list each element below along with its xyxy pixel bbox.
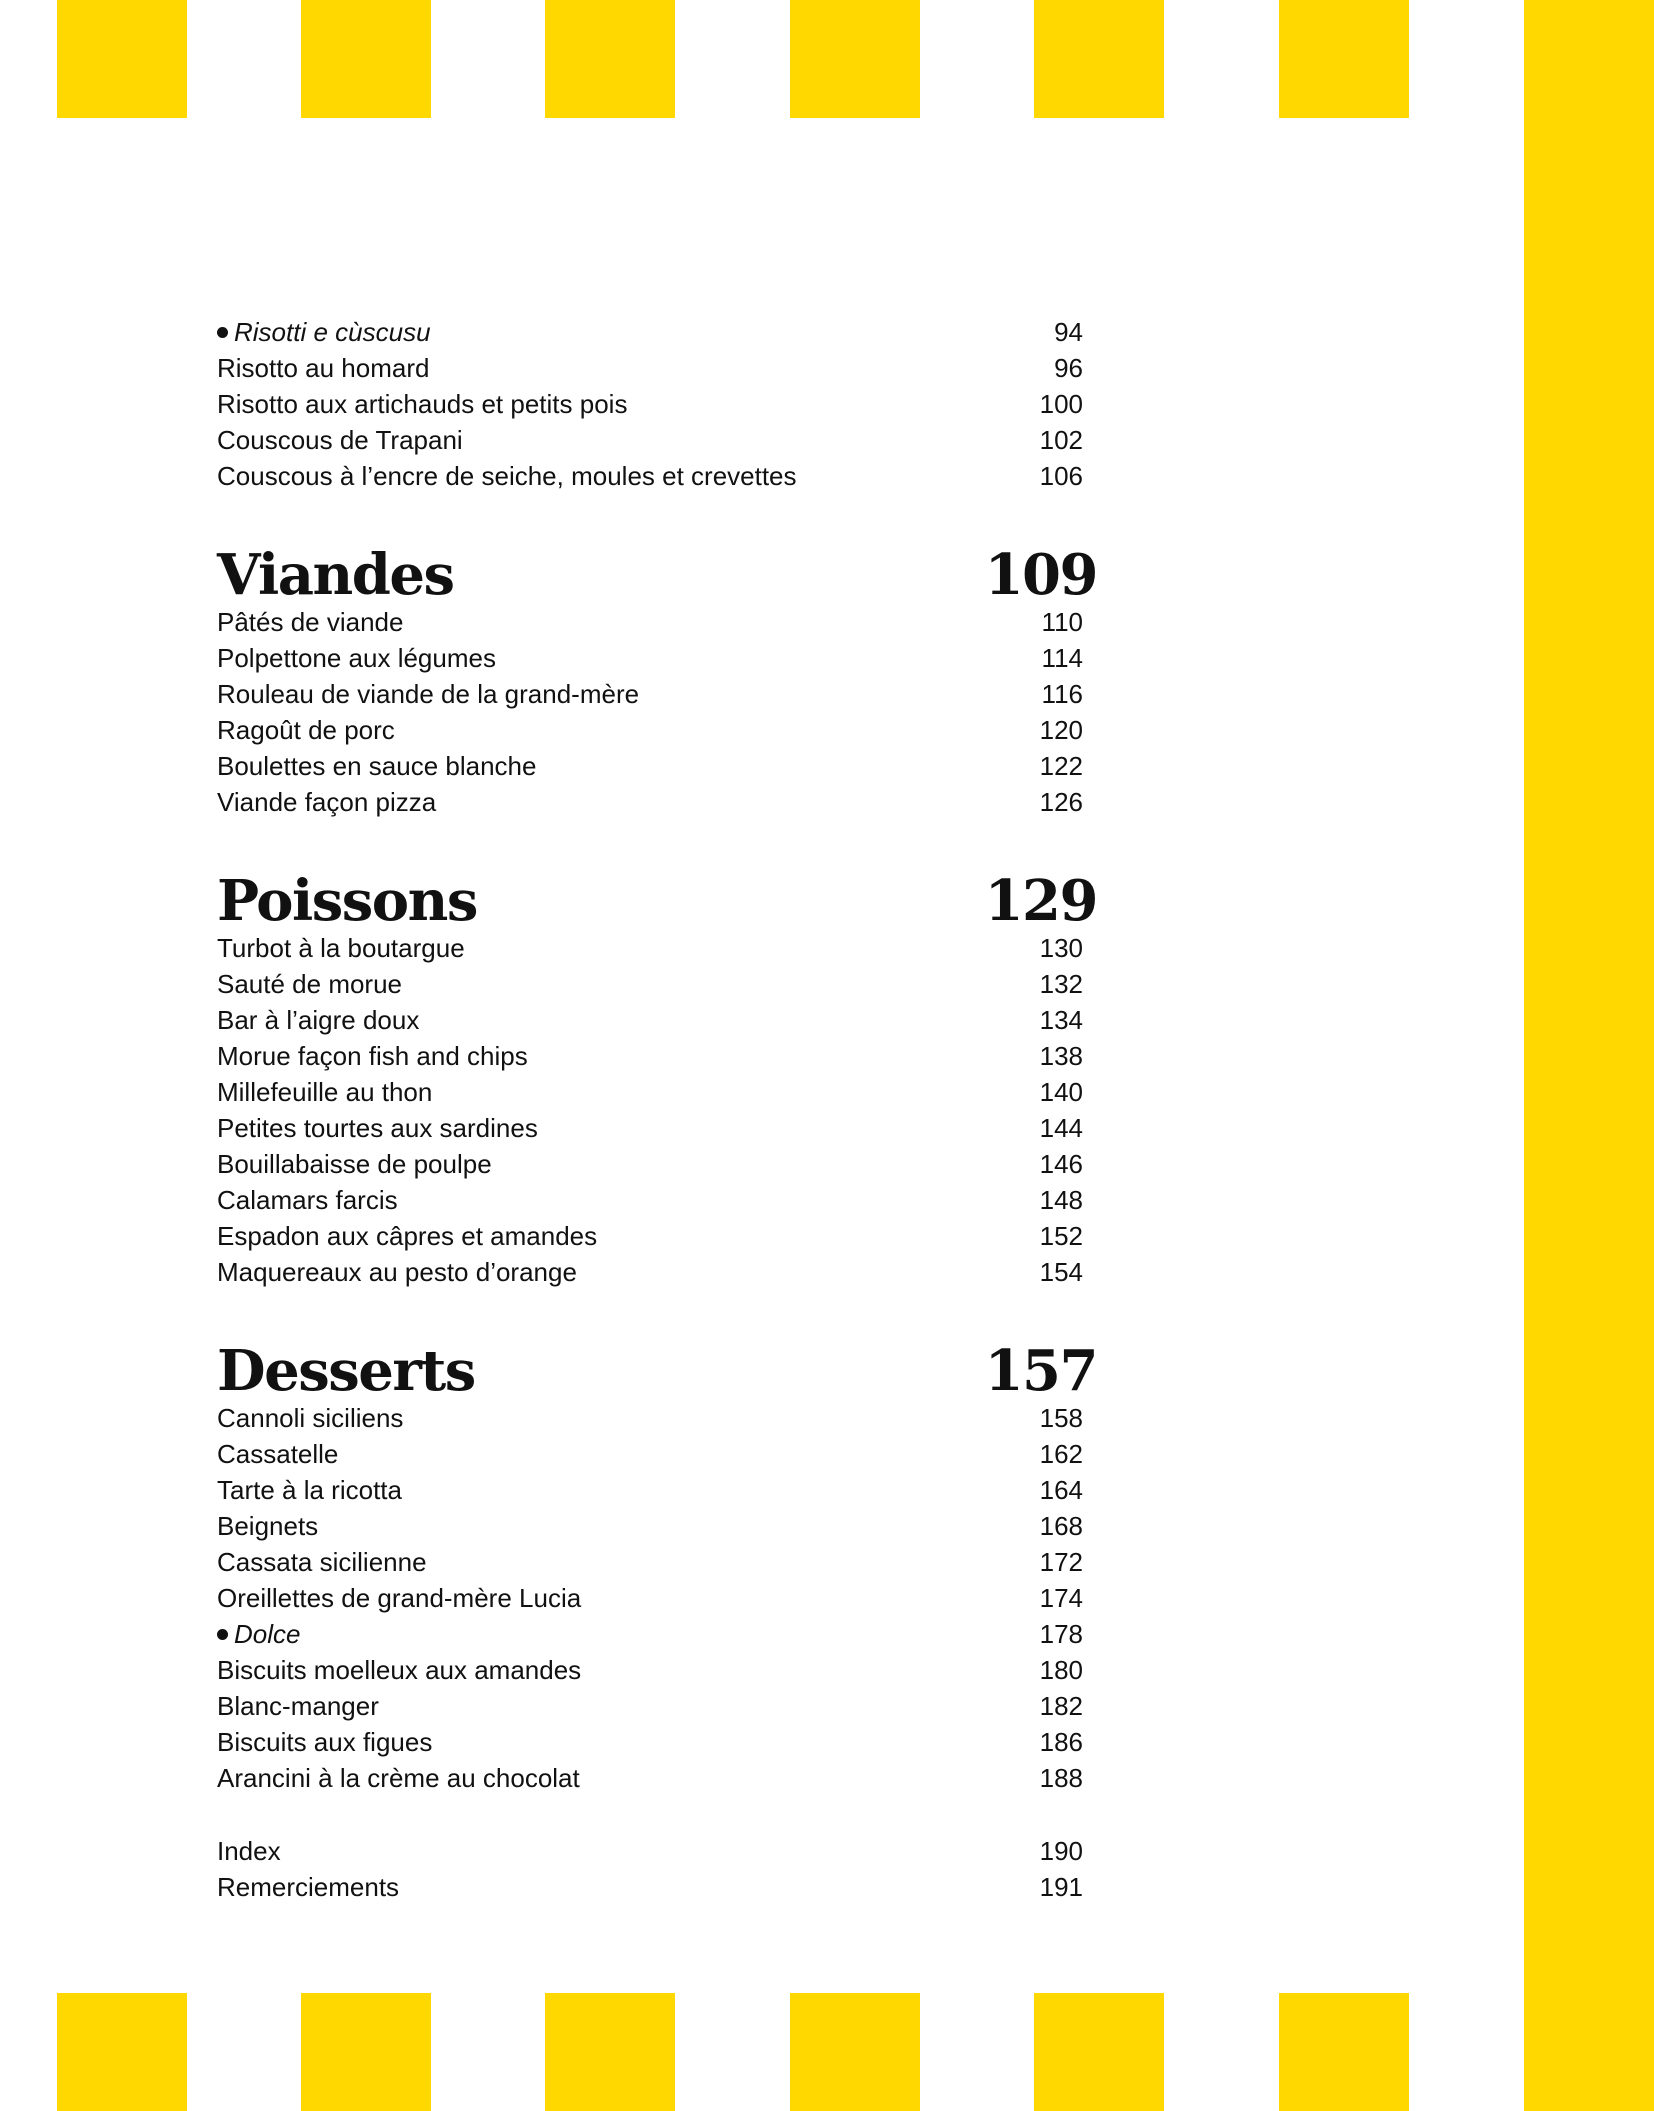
entry-label: Polpettone aux légumes <box>217 643 496 673</box>
toc-entry[interactable] <box>217 1254 1097 1290</box>
decorative-stripe <box>301 0 431 118</box>
entry-page-number: 126 <box>1039 787 1083 817</box>
entry-label-wrap <box>217 1833 281 1869</box>
entry-page-number: 180 <box>1039 1655 1083 1685</box>
entry-page-number: 102 <box>1039 425 1083 455</box>
entry-page-number: 132 <box>1039 969 1083 999</box>
entry-page-number: 154 <box>1039 1257 1083 1287</box>
entry-label-wrap <box>217 1254 577 1290</box>
entry-page-number: 122 <box>1039 751 1083 781</box>
entry-page-number: 152 <box>1039 1221 1083 1251</box>
section-heading <box>217 868 1097 934</box>
bullet-icon <box>217 327 228 338</box>
entry-label: Rouleau de viande de la grand-mère <box>217 679 640 709</box>
entry-label-wrap <box>217 386 627 422</box>
side-color-band <box>1524 0 1654 2111</box>
entry-page-number: 144 <box>1039 1113 1083 1143</box>
entry-label: Couscous de Trapani <box>217 425 463 455</box>
entry-label-wrap <box>217 1182 398 1218</box>
entry-page-number: 134 <box>1039 1005 1083 1035</box>
section-title: Viandes <box>217 542 454 608</box>
entry-label-wrap <box>217 1580 581 1616</box>
entry-label: Cassatelle <box>217 1439 339 1469</box>
entry-label-wrap <box>217 784 436 820</box>
entry-page-number: 120 <box>1039 715 1083 745</box>
entry-page-number: 140 <box>1039 1077 1083 1107</box>
entry-label: Ragoût de porc <box>217 715 395 745</box>
toc-entry[interactable] <box>217 1074 1097 1110</box>
decorative-stripe <box>57 1993 187 2111</box>
entry-page-number: 158 <box>1039 1403 1083 1433</box>
entry-label: Pâtés de viande <box>217 607 404 637</box>
toc-entry[interactable] <box>217 350 1097 386</box>
entry-page-number: 110 <box>1041 607 1083 637</box>
entry-label-wrap <box>217 1436 338 1472</box>
entry-label: Couscous à l’encre de seiche, moules et crevettes <box>217 461 797 491</box>
entry-label: Boulettes en sauce blanche <box>217 751 537 781</box>
entry-label-wrap <box>217 930 465 966</box>
entry-label-wrap <box>217 1218 597 1254</box>
entry-label-wrap <box>217 350 429 386</box>
decorative-stripe <box>301 1993 431 2111</box>
section-page-number: 129 <box>984 868 1097 934</box>
toc-entry[interactable] <box>217 1472 1097 1508</box>
entry-page-number: 178 <box>1039 1619 1083 1649</box>
entry-label-wrap <box>217 1688 379 1724</box>
entry-page-number: 130 <box>1039 933 1083 963</box>
toc-entry[interactable] <box>217 1688 1097 1724</box>
entry-label: Biscuits aux figues <box>217 1727 433 1757</box>
entry-label: Dolce <box>234 1619 301 1649</box>
entry-page-number: 96 <box>1054 353 1083 383</box>
decorative-stripe <box>1034 1993 1164 2111</box>
entry-label-wrap <box>217 1002 419 1038</box>
toc-entry[interactable] <box>217 422 1097 458</box>
section-page-number: 109 <box>984 542 1097 608</box>
entry-page-number: 191 <box>1039 1872 1083 1902</box>
entry-page-number: 138 <box>1039 1041 1083 1071</box>
decorative-stripe <box>57 0 187 118</box>
entry-page-number: 174 <box>1039 1583 1083 1613</box>
toc-entry[interactable] <box>217 1652 1097 1688</box>
bullet-icon <box>217 1629 228 1640</box>
entry-label: Cannoli siciliens <box>217 1403 404 1433</box>
entry-page-number: 148 <box>1039 1185 1083 1215</box>
entry-label-wrap <box>217 1724 432 1760</box>
entry-label: Risotto au homard <box>217 353 430 383</box>
entry-label: Arancini à la crème au chocolat <box>217 1763 580 1793</box>
toc-entry[interactable] <box>217 1146 1097 1182</box>
entry-label: Turbot à la boutargue <box>217 933 465 963</box>
entry-page-number: 100 <box>1039 389 1083 419</box>
entry-label: Tarte à la ricotta <box>217 1475 402 1505</box>
toc-entry[interactable] <box>217 1110 1097 1146</box>
entry-page-number: 182 <box>1039 1691 1083 1721</box>
entry-page-number: 116 <box>1041 679 1083 709</box>
entry-page-number: 146 <box>1039 1149 1083 1179</box>
entry-label-wrap <box>217 640 496 676</box>
entry-label-wrap <box>217 314 431 350</box>
toc-entry[interactable] <box>217 930 1097 966</box>
entry-label: Maquereaux au pesto d’orange <box>217 1257 577 1287</box>
entry-label-wrap <box>217 712 395 748</box>
entry-label: Sauté de morue <box>217 969 403 999</box>
entry-label: Cassata sicilienne <box>217 1547 427 1577</box>
entry-label-wrap <box>217 1760 580 1796</box>
entry-label: Risotti e cùscusu <box>234 317 431 347</box>
toc-entry[interactable] <box>217 604 1097 640</box>
entry-page-number: 190 <box>1039 1836 1083 1866</box>
entry-page-number: 186 <box>1039 1727 1083 1757</box>
entry-label: Espadon aux câpres et amandes <box>217 1221 598 1251</box>
entry-label: Viande façon pizza <box>217 787 437 817</box>
entry-page-number: 172 <box>1039 1547 1083 1577</box>
toc-entry[interactable] <box>217 1724 1097 1760</box>
entry-page-number: 114 <box>1041 643 1083 673</box>
entry-label: Blanc-manger <box>217 1691 379 1721</box>
entry-label: Bouillabaisse de poulpe <box>217 1149 492 1179</box>
entry-page-number: 94 <box>1054 317 1083 347</box>
entry-label: Index <box>217 1836 281 1866</box>
table-of-contents <box>217 314 1097 1905</box>
entry-label-wrap <box>217 604 403 640</box>
entry-label: Remerciements <box>217 1872 400 1902</box>
subsection-entry[interactable] <box>217 314 1097 350</box>
entry-label-wrap <box>217 1146 492 1182</box>
entry-label-wrap <box>217 458 797 494</box>
toc-entry[interactable] <box>217 1508 1097 1544</box>
decorative-stripe <box>790 0 920 118</box>
entry-label: Calamars farcis <box>217 1185 398 1215</box>
entry-page-number: 188 <box>1039 1763 1083 1793</box>
section-title: Poissons <box>217 868 477 934</box>
entry-label-wrap <box>217 966 402 1002</box>
section-title: Desserts <box>217 1338 475 1404</box>
entry-label: Biscuits moelleux aux amandes <box>217 1655 582 1685</box>
decorative-stripe <box>545 0 675 118</box>
entry-label-wrap <box>217 1472 402 1508</box>
section-heading <box>217 542 1097 608</box>
section-page-number: 157 <box>984 1338 1097 1404</box>
toc-entry[interactable] <box>217 1833 1097 1869</box>
entry-label-wrap <box>217 1616 300 1652</box>
entry-label: Risotto aux artichauds et petits pois <box>217 389 628 419</box>
entry-label: Petites tourtes aux sardines <box>217 1113 538 1143</box>
entry-label-wrap <box>217 748 536 784</box>
toc-entry[interactable] <box>217 1218 1097 1254</box>
entry-label: Oreillettes de grand-mère Lucia <box>217 1583 582 1613</box>
decorative-stripe <box>1279 1993 1409 2111</box>
entry-label-wrap <box>217 422 463 458</box>
toc-entry[interactable] <box>217 1182 1097 1218</box>
decorative-stripe <box>545 1993 675 2111</box>
entry-label-wrap <box>217 1508 318 1544</box>
entry-label-wrap <box>217 1110 538 1146</box>
entry-label-wrap <box>217 1652 581 1688</box>
entry-label: Bar à l’aigre doux <box>217 1005 420 1035</box>
spacer <box>217 1796 1097 1833</box>
entry-page-number: 162 <box>1039 1439 1083 1469</box>
toc-entry[interactable] <box>217 1436 1097 1472</box>
toc-entry[interactable] <box>217 748 1097 784</box>
toc-entry[interactable] <box>217 1869 1097 1905</box>
entry-label: Beignets <box>217 1511 319 1541</box>
toc-entry[interactable] <box>217 1760 1097 1796</box>
toc-entry[interactable] <box>217 784 1097 820</box>
entry-page-number: 168 <box>1039 1511 1083 1541</box>
entry-label-wrap <box>217 1074 432 1110</box>
entry-label-wrap <box>217 1544 427 1580</box>
entry-label-wrap <box>217 1869 399 1905</box>
entry-page-number: 106 <box>1039 461 1083 491</box>
toc-entry[interactable] <box>217 1038 1097 1074</box>
entry-label: Morue façon fish and chips <box>217 1041 528 1071</box>
decorative-stripe <box>790 1993 920 2111</box>
toc-entry[interactable] <box>217 1002 1097 1038</box>
toc-entry[interactable] <box>217 712 1097 748</box>
toc-entry[interactable] <box>217 966 1097 1002</box>
toc-entry[interactable] <box>217 1400 1097 1436</box>
toc-entry[interactable] <box>217 1544 1097 1580</box>
toc-entry[interactable] <box>217 458 1097 494</box>
entry-label-wrap <box>217 676 639 712</box>
subsection-entry[interactable] <box>217 1616 1097 1652</box>
decorative-stripe <box>1034 0 1164 118</box>
decorative-stripe <box>1279 0 1409 118</box>
section-heading <box>217 1338 1097 1404</box>
entry-label-wrap <box>217 1038 528 1074</box>
entry-page-number: 164 <box>1039 1475 1083 1505</box>
toc-entry[interactable] <box>217 1580 1097 1616</box>
entry-label-wrap <box>217 1400 403 1436</box>
toc-entry[interactable] <box>217 676 1097 712</box>
toc-entry[interactable] <box>217 640 1097 676</box>
entry-label: Millefeuille au thon <box>217 1077 433 1107</box>
toc-entry[interactable] <box>217 386 1097 422</box>
